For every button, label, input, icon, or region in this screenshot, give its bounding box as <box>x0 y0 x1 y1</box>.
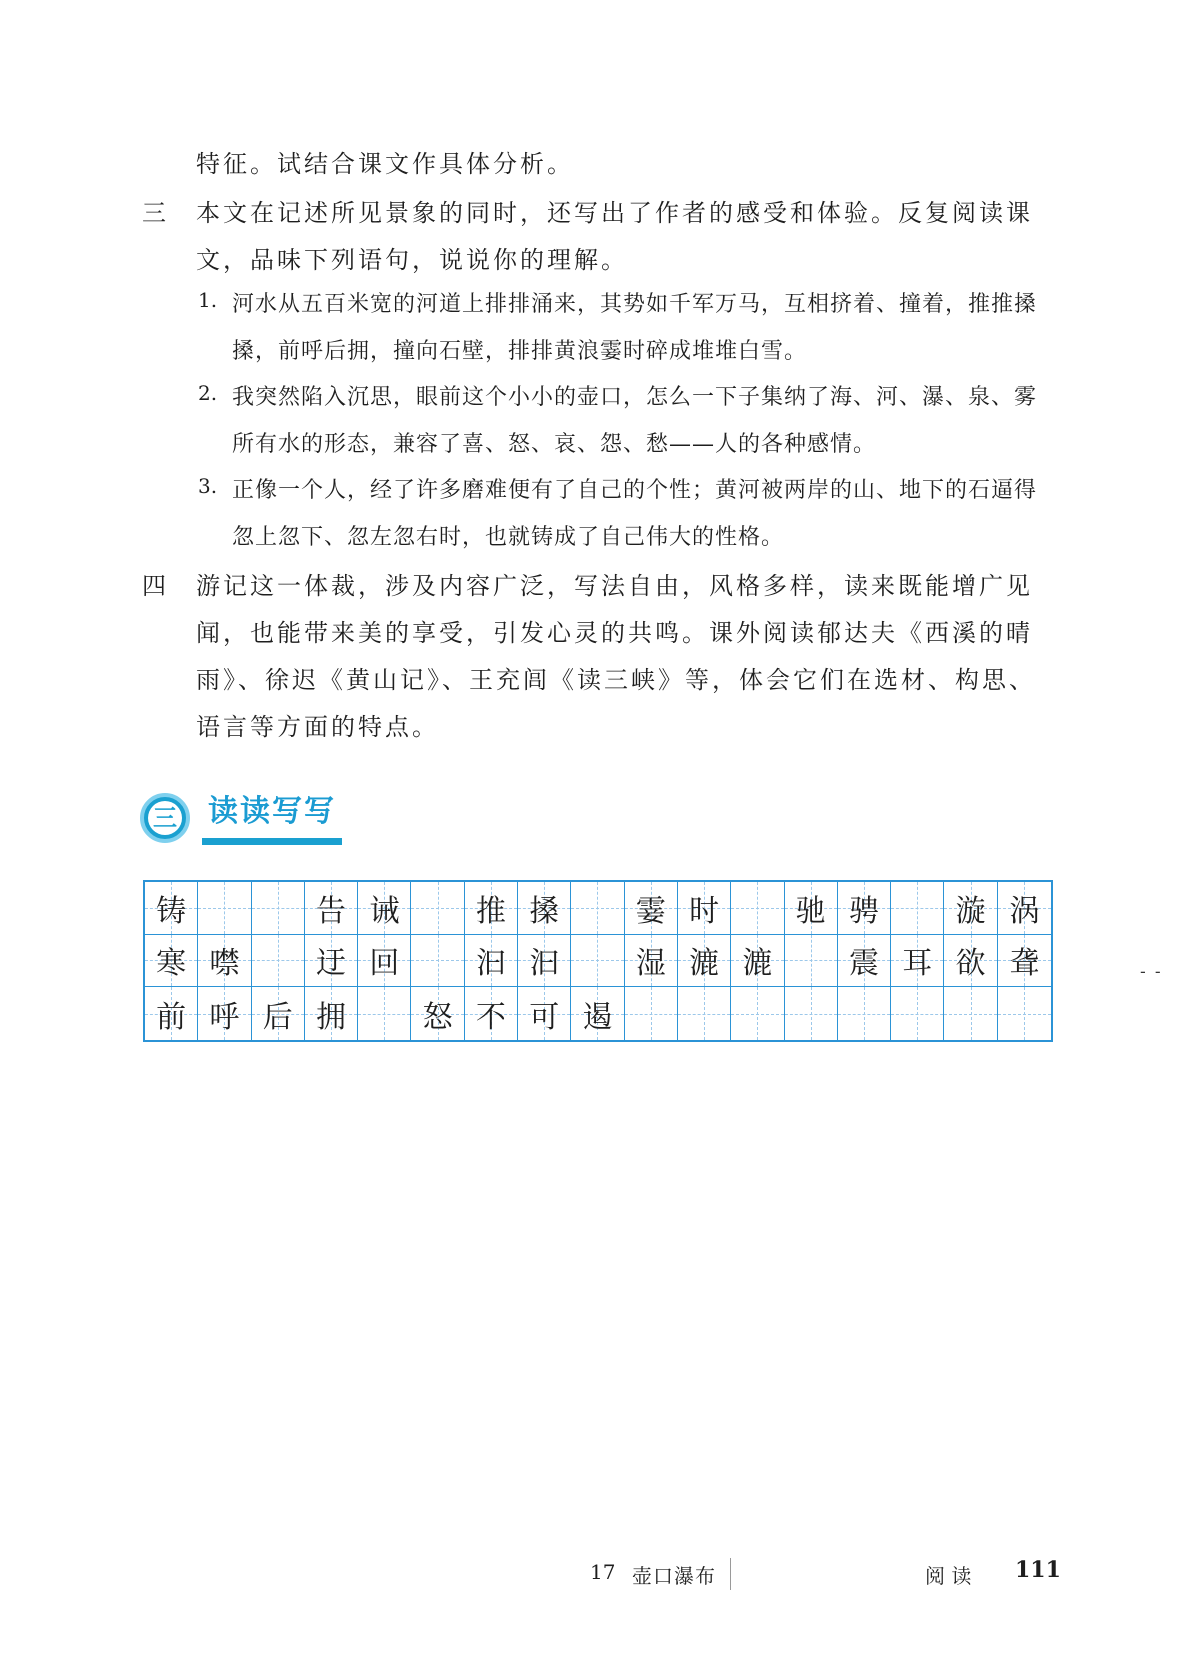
vocab-cell <box>731 987 784 1040</box>
vocab-cell <box>891 882 944 935</box>
vocab-char: 霎 <box>635 893 666 929</box>
q4-line1: 游记这一体裁，涉及内容广泛，写法自由，风格多样，读来既能增广见 <box>196 572 1033 600</box>
vocab-cell <box>571 987 624 1040</box>
vocab-cell <box>891 935 944 988</box>
vocab-cell <box>145 882 198 935</box>
q3-line1: 本文在记述所见景象的同时，还写出了作者的感受和体验。反复阅读课 <box>196 199 1033 227</box>
vocab-cell <box>625 882 678 935</box>
vocab-cell <box>305 882 358 935</box>
vocab-char: 漩 <box>955 893 986 929</box>
vocab-char: 铸 <box>156 893 187 929</box>
vocab-cell <box>785 935 838 988</box>
lesson-title: 壶口瀑布 <box>632 1564 716 1588</box>
vocab-cell <box>252 987 305 1040</box>
vocab-cell <box>305 935 358 988</box>
vocab-char: 汩 <box>529 946 560 982</box>
vocab-cell <box>145 987 198 1040</box>
vocab-cell <box>678 882 731 935</box>
vocab-char: 寒 <box>156 946 187 982</box>
vocab-cell <box>944 987 997 1040</box>
vocab-cell <box>411 935 464 988</box>
section-number-badge <box>140 793 190 843</box>
vocab-cell <box>625 935 678 988</box>
vocab-cell <box>571 935 624 988</box>
q3-item1-line2: 搡，前呼后拥，撞向石壁，排排黄浪霎时碎成堆堆白雪。 <box>232 339 808 364</box>
vocab-cell <box>785 987 838 1040</box>
q2-tail-text: 特征。试结合课文作具体分析。 <box>196 150 574 178</box>
vocab-char: 遏 <box>582 999 613 1035</box>
vocab-char: 可 <box>529 999 560 1035</box>
q4-line2: 闻，也能带来美的享受，引发心灵的共鸣。课外阅读郁达夫《西溪的晴 <box>196 619 1033 647</box>
q3-item1-number: 1. <box>198 288 218 312</box>
section-number: 三 <box>148 801 182 835</box>
vocab-char: 迂 <box>316 946 347 982</box>
vocab-char: 骋 <box>848 893 879 929</box>
vocab-cell <box>731 935 784 988</box>
lesson-number: 17 <box>590 1560 616 1584</box>
vocab-char: 汩 <box>475 946 506 982</box>
vocab-cell <box>731 882 784 935</box>
page-number: 111 <box>1015 1557 1061 1583</box>
vocab-cell <box>678 987 731 1040</box>
vocab-char: 时 <box>689 893 720 929</box>
vocab-char: 漉 <box>689 946 720 982</box>
vocab-cell <box>305 987 358 1040</box>
margin-mark: - - <box>1140 962 1163 981</box>
vocab-char: 涡 <box>1009 893 1040 929</box>
vocab-cell <box>198 935 251 988</box>
vocab-cell <box>944 882 997 935</box>
vocab-char: 噤 <box>209 946 240 982</box>
footer-divider <box>730 1558 731 1590</box>
vocab-cell <box>998 987 1051 1040</box>
vocab-char: 搡 <box>529 893 560 929</box>
vocab-cell <box>838 987 891 1040</box>
q3-item3-number: 3. <box>198 474 218 498</box>
section-label: 阅 读 <box>925 1564 972 1588</box>
vocab-char: 后 <box>262 999 293 1035</box>
vocab-char: 驰 <box>795 893 826 929</box>
vocab-char: 拥 <box>316 999 347 1035</box>
vocab-cell <box>358 987 411 1040</box>
vocab-cell <box>358 935 411 988</box>
vocab-char: 呼 <box>209 999 240 1035</box>
q3-item3-line2: 忽上忽下、忽左忽右时，也就铸成了自己伟大的性格。 <box>232 525 785 550</box>
vocab-cell <box>625 987 678 1040</box>
vocab-cell <box>785 882 838 935</box>
vocab-cell <box>465 935 518 988</box>
vocab-cell <box>518 987 571 1040</box>
vocab-char: 漉 <box>742 946 773 982</box>
section-title: 读读写写 <box>208 794 336 829</box>
vocab-char: 前 <box>156 999 187 1035</box>
vocab-cell <box>198 882 251 935</box>
vocab-cell <box>198 987 251 1040</box>
vocab-cell <box>358 882 411 935</box>
vocab-char: 怒 <box>422 999 453 1035</box>
vocab-cell <box>411 987 464 1040</box>
q3-line2: 文，品味下列语句，说说你的理解。 <box>196 246 628 274</box>
section-title-underline <box>202 838 342 845</box>
vocab-char: 聋 <box>1009 946 1040 982</box>
vocab-cell <box>998 935 1051 988</box>
vocab-char: 欲 <box>955 946 986 982</box>
vocab-cell <box>518 935 571 988</box>
q3-item3-line1: 正像一个人，经了许多磨难便有了自己的个性；黄河被两岸的山、地下的石逼得 <box>232 478 1038 503</box>
vocab-char: 推 <box>475 893 506 929</box>
vocab-cell <box>252 882 305 935</box>
vocab-cell <box>571 882 624 935</box>
vocabulary-grid <box>143 880 1053 1042</box>
q3-number: 三 <box>142 199 166 227</box>
vocab-cell <box>838 882 891 935</box>
vocab-char: 诫 <box>369 893 400 929</box>
q3-item1-line1: 河水从五百米宽的河道上排排涌来，其势如千军万马，互相挤着、撞着，推推搡 <box>232 292 1038 317</box>
q3-item2-number: 2. <box>198 381 218 405</box>
vocab-cell <box>838 935 891 988</box>
vocab-cell <box>891 987 944 1040</box>
vocab-cell <box>678 935 731 988</box>
vocab-cell <box>998 882 1051 935</box>
vocab-char: 告 <box>316 893 347 929</box>
vocab-char: 湿 <box>635 946 666 982</box>
q3-item2-line1: 我突然陷入沉思，眼前这个小小的壶口，怎么一下子集纳了海、河、瀑、泉、雾 <box>232 385 1038 410</box>
vocab-cell <box>145 935 198 988</box>
vocab-char: 不 <box>475 999 506 1035</box>
vocab-char: 回 <box>369 946 400 982</box>
vocab-cell <box>944 935 997 988</box>
vocab-char: 耳 <box>902 946 933 982</box>
q4-number: 四 <box>142 572 166 600</box>
vocab-cell <box>465 987 518 1040</box>
q3-item2-line2: 所有水的形态，兼容了喜、怒、哀、怨、愁——人的各种感情。 <box>232 432 877 457</box>
q4-line4: 语言等方面的特点。 <box>196 713 439 741</box>
vocab-cell <box>252 935 305 988</box>
vocab-cell <box>465 882 518 935</box>
vocab-cell <box>411 882 464 935</box>
vocab-char: 震 <box>848 946 879 982</box>
vocab-cell <box>518 882 571 935</box>
q4-line3: 雨》、徐迟《黄山记》、王充闾《读三峡》等，体会它们在选材、构思、 <box>196 666 1036 694</box>
